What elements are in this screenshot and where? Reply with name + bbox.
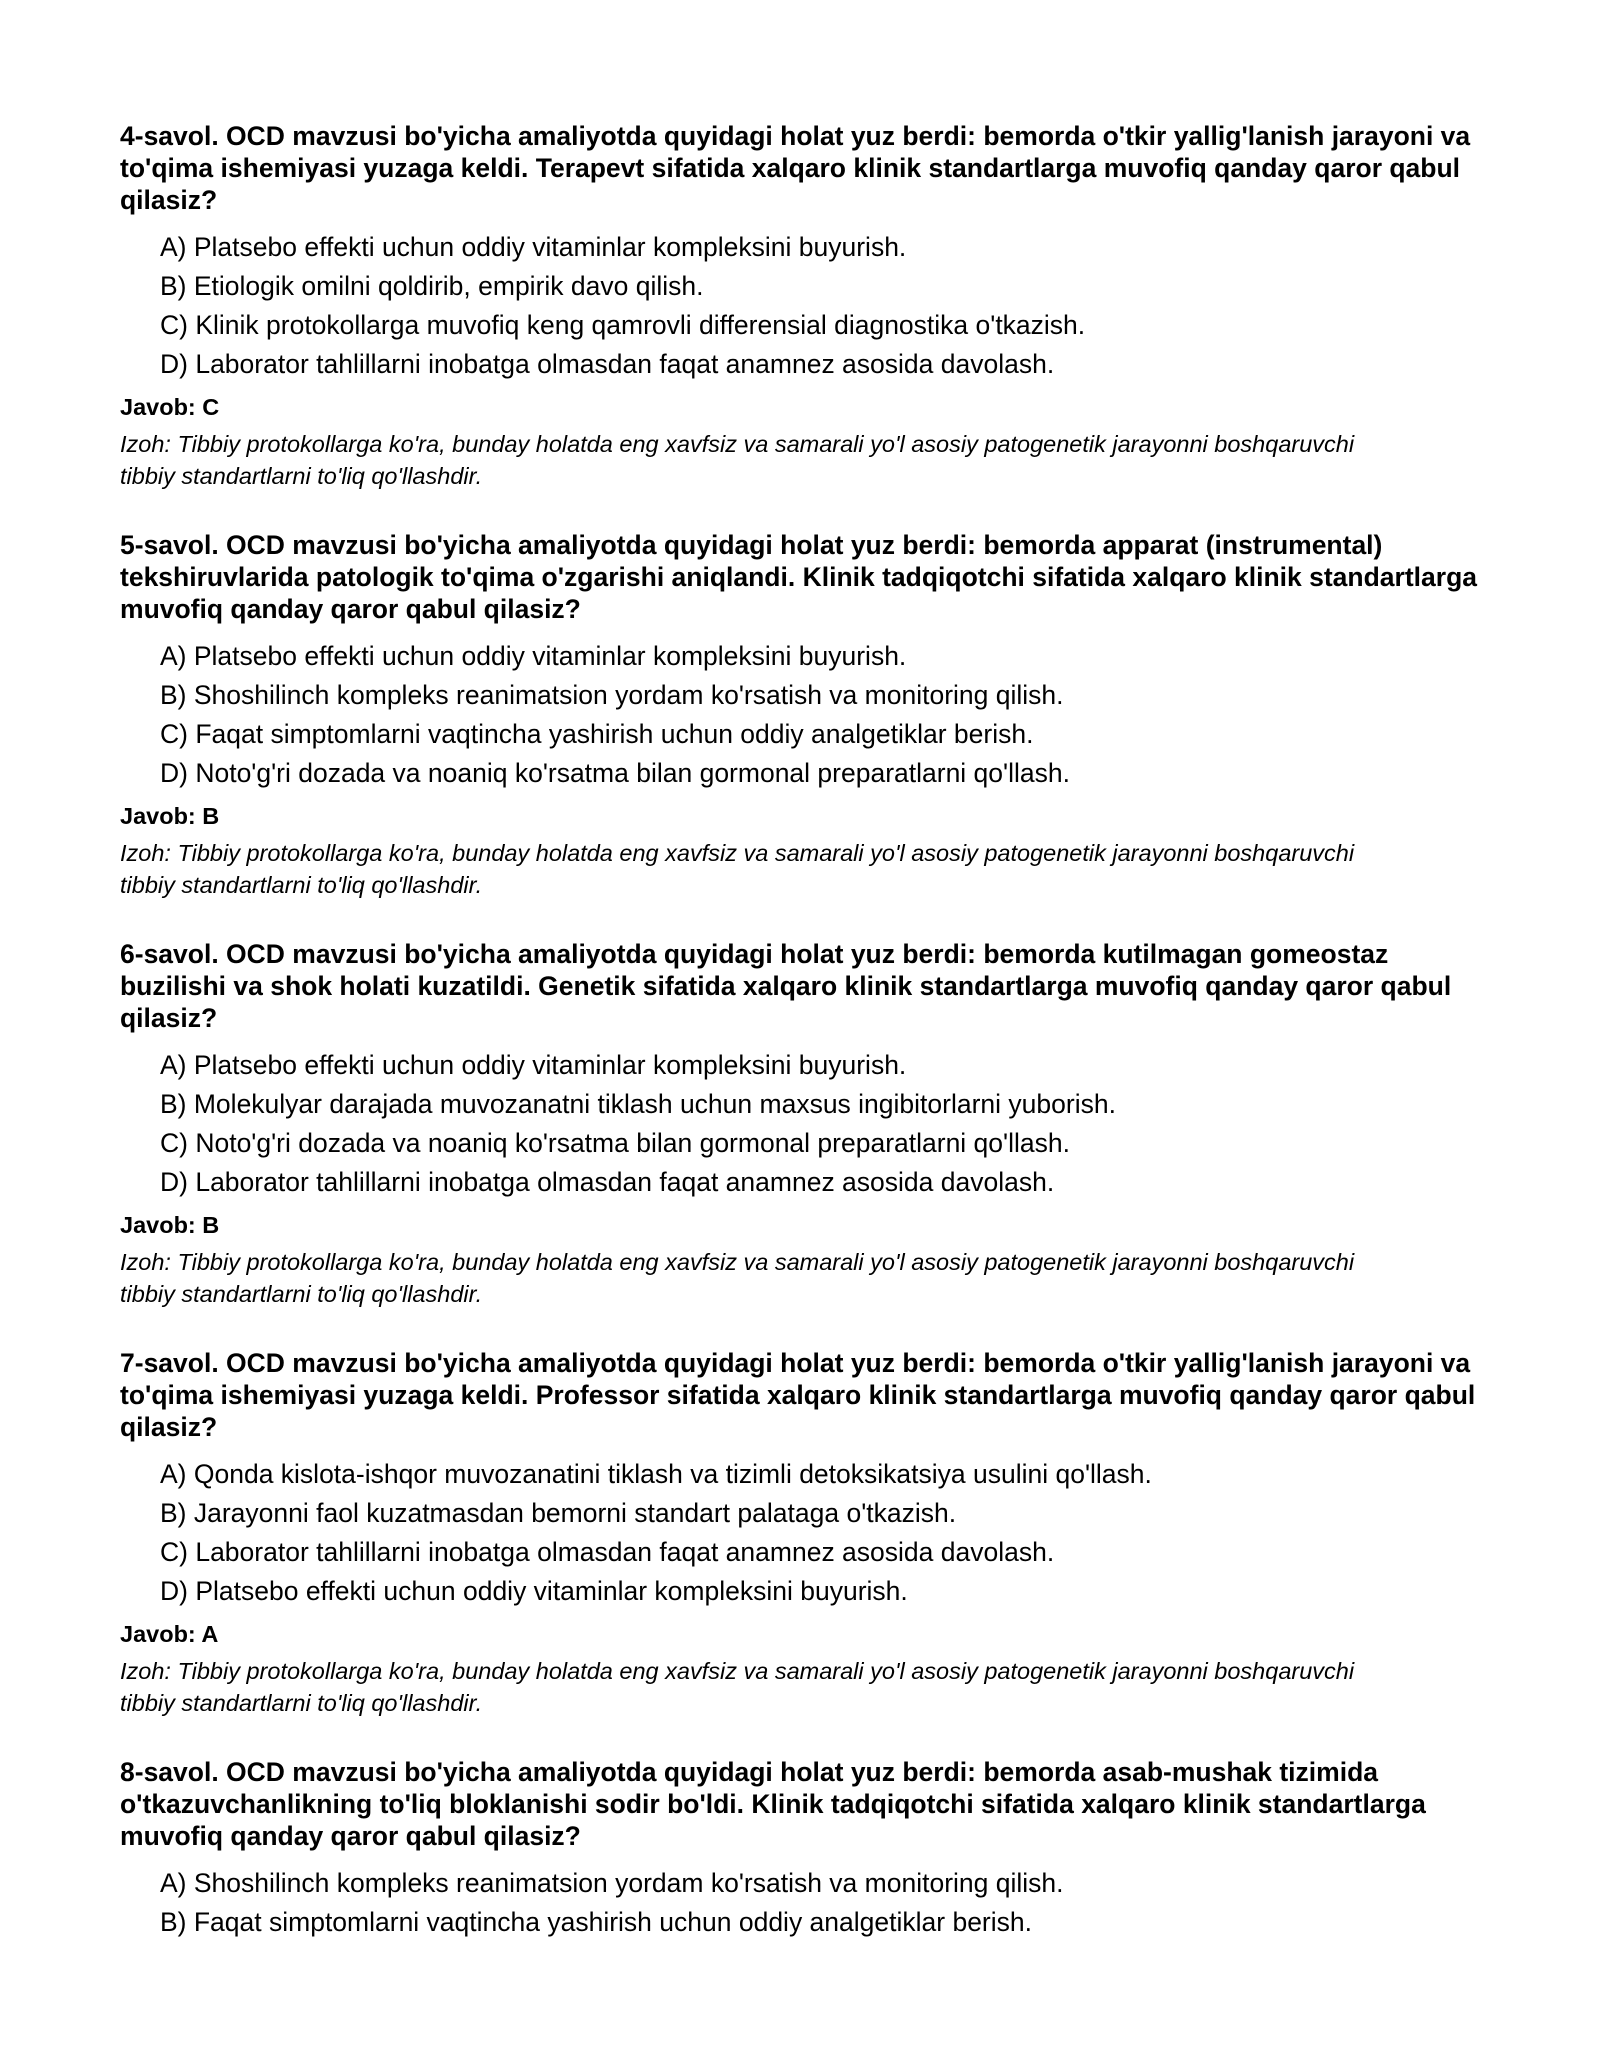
option-a: A) Platsebo effekti uchun oddiy vitaminlar kompleksini buyurish. — [160, 1050, 907, 1080]
option-d: D) Laborator tahlillarni inobatga olmasdan faqat anamnez asosida davolash. — [160, 1167, 1055, 1197]
options-list — [120, 228, 1500, 384]
answer: Javob: B — [120, 803, 220, 829]
answer: Javob: A — [120, 1621, 219, 1647]
option-b: B) Jarayonni faol kuzatmasdan bemorni standart palataga o'tkazish. — [160, 1498, 957, 1528]
options-list — [120, 1046, 1500, 1202]
options-list — [120, 1455, 1500, 1611]
option-c: C) Faqat simptomlarni vaqtincha yashirish uchun oddiy analgetiklar berish. — [160, 719, 1034, 749]
option-d: D) Noto'g'ri dozada va noaniq ko'rsatma bilan gormonal preparatlarni qo'llash. — [160, 758, 1070, 788]
question-6 — [120, 938, 1500, 1310]
option-b: B) Faqat simptomlarni vaqtincha yashirish uchun oddiy analgetiklar berish. — [160, 1907, 1032, 1937]
question-8 — [120, 1756, 1500, 1942]
question-title: 8-savol. OCD mavzusi bo'yicha amaliyotda quyidagi holat yuz berdi: bemorda asab-mushak tizimida o'tkazuvchanlikning to'liq bloklanishi sodir bo'ldi. Klinik tadqiqotchi sifatida xalqaro klinik standartlarga muvofiq qanday qaror qabul qilasiz? — [120, 1757, 1426, 1851]
option-c: C) Klinik protokollarga muvofiq keng qamrovli differensial diagnostika o'tkazish. — [160, 310, 1086, 340]
explanation: Izoh: Tibbiy protokollarga ko'ra, bunday holatda eng xavfsiz va samarali yo'l asosiy patogenetik jarayonni boshqaruvchi tibbiy standartlarni to'liq qo'llashdir. — [120, 1658, 1355, 1716]
option-a: A) Platsebo effekti uchun oddiy vitaminlar kompleksini buyurish. — [160, 641, 907, 671]
option-a: A) Shoshilinch kompleks reanimatsion yordam ko'rsatish va monitoring qilish. — [160, 1868, 1064, 1898]
answer: Javob: C — [120, 394, 220, 420]
question-4 — [120, 120, 1500, 492]
option-a: A) Platsebo effekti uchun oddiy vitaminlar kompleksini buyurish. — [160, 232, 907, 262]
option-d: D) Laborator tahlillarni inobatga olmasdan faqat anamnez asosida davolash. — [160, 349, 1055, 379]
question-5 — [120, 529, 1500, 901]
question-title: 7-savol. OCD mavzusi bo'yicha amaliyotda quyidagi holat yuz berdi: bemorda o'tkir yallig'lanish jarayoni va to'qima ishemiyasi yuzaga keldi. Professor sifatida xalqaro klinik standartlarga muvofiq qanday qaror qabul qilasiz? — [120, 1348, 1476, 1442]
option-b: B) Etiologik omilni qoldirib, empirik davo qilish. — [160, 271, 704, 301]
option-d: D) Platsebo effekti uchun oddiy vitaminlar kompleksini buyurish. — [160, 1576, 908, 1606]
explanation: Izoh: Tibbiy protokollarga ko'ra, bunday holatda eng xavfsiz va samarali yo'l asosiy patogenetik jarayonni boshqaruvchi tibbiy standartlarni to'liq qo'llashdir. — [120, 1249, 1355, 1307]
explanation: Izoh: Tibbiy protokollarga ko'ra, bunday holatda eng xavfsiz va samarali yo'l asosiy patogenetik jarayonni boshqaruvchi tibbiy standartlarni to'liq qo'llashdir. — [120, 840, 1355, 898]
answer: Javob: B — [120, 1212, 220, 1238]
explanation: Izoh: Tibbiy protokollarga ko'ra, bunday holatda eng xavfsiz va samarali yo'l asosiy patogenetik jarayonni boshqaruvchi tibbiy standartlarni to'liq qo'llashdir. — [120, 431, 1355, 489]
question-title: 5-savol. OCD mavzusi bo'yicha amaliyotda quyidagi holat yuz berdi: bemorda apparat (instrumental) tekshiruvlarida patologik to'qima o'zgarishi aniqlandi. Klinik tadqiqotchi sifatida xalqaro klinik standartlarga muvofiq qanday qaror qabul qilasiz? — [120, 530, 1478, 624]
option-c: C) Laborator tahlillarni inobatga olmasdan faqat anamnez asosida davolash. — [160, 1537, 1055, 1567]
question-7 — [120, 1347, 1500, 1719]
options-list — [120, 1864, 1500, 1942]
option-b: B) Shoshilinch kompleks reanimatsion yordam ko'rsatish va monitoring qilish. — [160, 680, 1064, 710]
option-b: B) Molekulyar darajada muvozanatni tiklash uchun maxsus ingibitorlarni yuborish. — [160, 1089, 1116, 1119]
option-a: A) Qonda kislota-ishqor muvozanatini tiklash va tizimli detoksikatsiya usulini qo'llash. — [160, 1459, 1152, 1489]
options-list — [120, 637, 1500, 793]
option-c: C) Noto'g'ri dozada va noaniq ko'rsatma bilan gormonal preparatlarni qo'llash. — [160, 1128, 1070, 1158]
question-title: 6-savol. OCD mavzusi bo'yicha amaliyotda quyidagi holat yuz berdi: bemorda kutilmagan gomeostaz buzilishi va shok holati kuzatildi. Genetik sifatida xalqaro klinik standartlarga muvofiq qanday qaror qabul qilasiz? — [120, 939, 1452, 1033]
question-title: 4-savol. OCD mavzusi bo'yicha amaliyotda quyidagi holat yuz berdi: bemorda o'tkir yallig'lanish jarayoni va to'qima ishemiyasi yuzaga keldi. Terapevt sifatida xalqaro klinik standartlarga muvofiq qanday qaror qabul qilasiz? — [120, 121, 1471, 215]
